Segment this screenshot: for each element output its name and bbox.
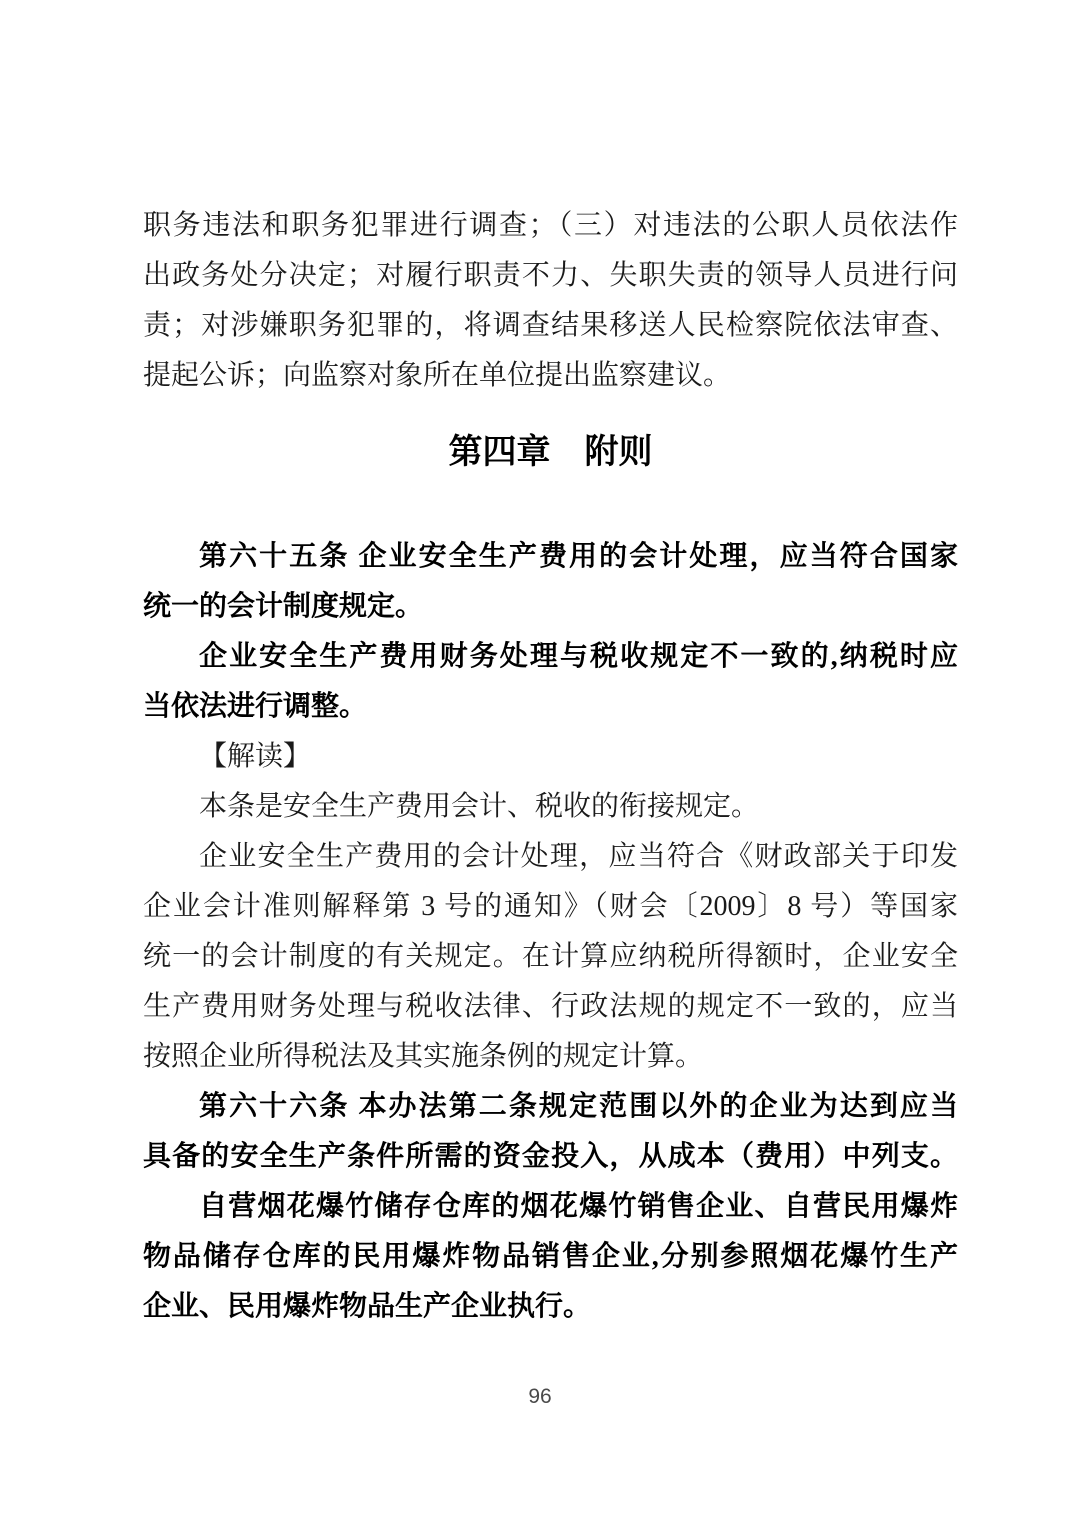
text-line: 统一的会计制度规定。 xyxy=(143,591,424,622)
chapter-4-heading: 第四章 附则 xyxy=(448,433,653,471)
text-line: 责；对涉嫌职务犯罪的，将调查结果移送人民检察院依法审查、 xyxy=(143,310,958,341)
text-line: 当依法进行调整。 xyxy=(143,691,368,722)
text-line: 物品储存仓库的民用爆炸物品销售企业,分别参照烟花爆竹生产 xyxy=(143,1241,958,1272)
article-66-paragraph-2 xyxy=(143,1182,958,1332)
text-line: 第六十六条 本办法第二条规定范围以外的企业为达到应当 xyxy=(199,1091,958,1122)
interpretation-label xyxy=(143,732,958,782)
text-line: 【解读】 xyxy=(199,741,312,772)
article-66-paragraph-1 xyxy=(143,1082,958,1182)
text-line: 企业安全生产费用财务处理与税收规定不一致的,纳税时应 xyxy=(199,641,958,672)
text-line: 企业、民用爆炸物品生产企业执行。 xyxy=(143,1291,592,1322)
text-line: 生产费用财务处理与税收法律、行政法规的规定不一致的，应当 xyxy=(143,991,958,1022)
text-line: 企业安全生产费用的会计处理，应当符合《财政部关于印发 xyxy=(199,841,958,872)
page-content xyxy=(143,201,958,1332)
text-line: 提起公诉；向监察对象所在单位提出监察建议。 xyxy=(143,360,732,391)
interpretation-detail xyxy=(143,832,958,1082)
page-number: 96 xyxy=(528,1385,552,1408)
text-line: 统一的会计制度的有关规定。在计算应纳税所得额时，企业安全 xyxy=(143,941,958,972)
text-line: 具备的安全生产条件所需的资金投入，从成本（费用）中列支。 xyxy=(143,1141,958,1172)
article-65-paragraph-2 xyxy=(143,632,958,732)
text-line: 第六十五条 企业安全生产费用的会计处理，应当符合国家 xyxy=(199,541,958,572)
paragraph-supervision-continuation xyxy=(143,201,958,401)
text-line: 职务违法和职务犯罪进行调查；（三）对违法的公职人员依法作 xyxy=(143,210,958,241)
text-line: 按照企业所得税法及其实施条例的规定计算。 xyxy=(143,1041,704,1072)
text-line: 本条是安全生产费用会计、税收的衔接规定。 xyxy=(199,791,760,822)
interpretation-summary xyxy=(143,782,958,832)
article-65-paragraph-1 xyxy=(143,532,958,632)
text-line: 企业会计准则解释第 3 号的通知》（财会〔2009〕8 号）等国家 xyxy=(143,891,958,922)
text-line: 自营烟花爆竹储存仓库的烟花爆竹销售企业、自营民用爆炸 xyxy=(199,1191,958,1222)
text-line: 出政务处分决定；对履行职责不力、失职失责的领导人员进行问 xyxy=(143,260,958,291)
